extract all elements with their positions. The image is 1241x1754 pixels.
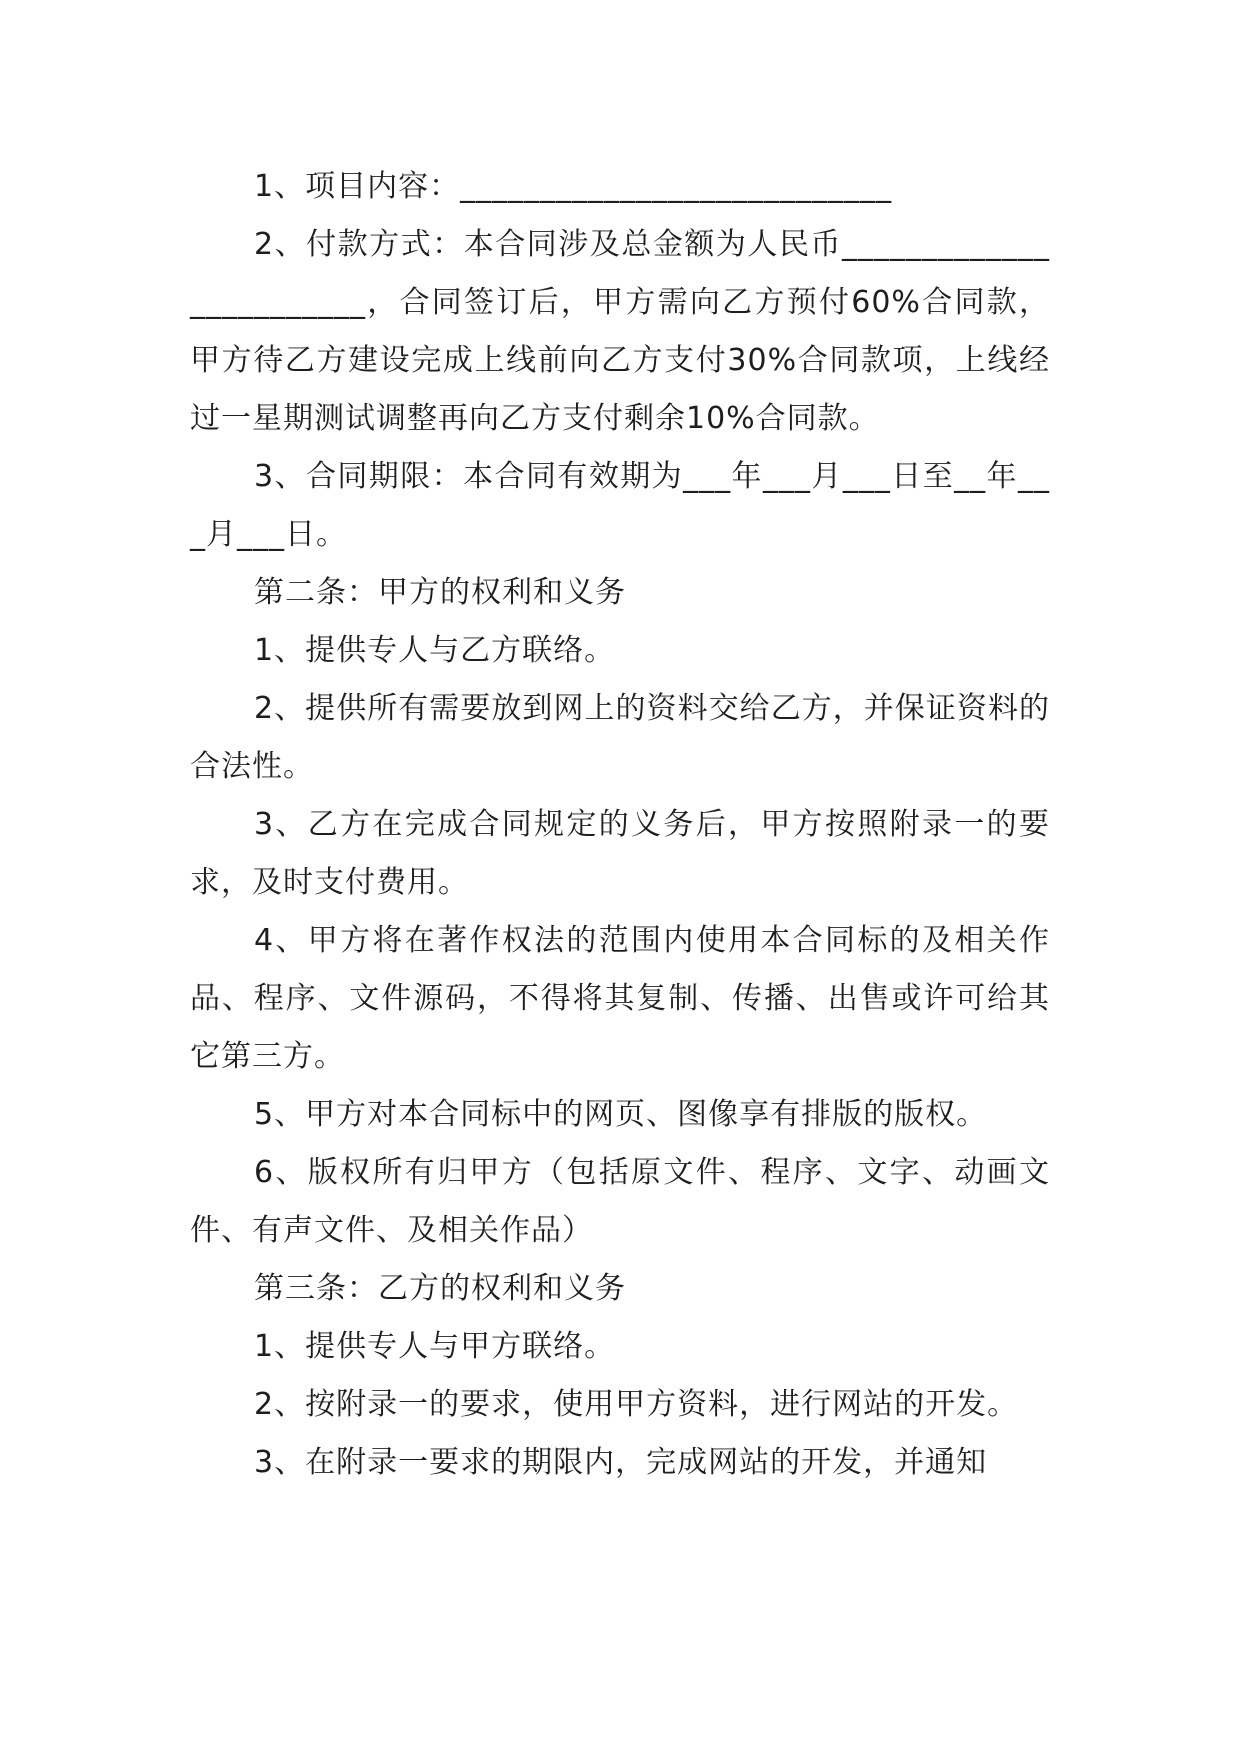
party-b-item-3: 3、在附录一要求的期限内，完成网站的开发，并通知	[254, 1445, 988, 1480]
party-a-item-4: 4、甲方将在著作权法的范围内使用本合同标的及相关作品、程序、文件源码，不得将其复制、传播、出售或许可给其它第三方。	[190, 923, 1050, 1074]
clause-contract-term: 3、合同期限：本合同有效期为___年___月___日至__年___月___日。	[190, 459, 1050, 552]
section-heading-party-b: 第三条：乙方的权利和义务	[254, 1271, 626, 1306]
party-a-item-3: 3、乙方在完成合同规定的义务后，甲方按照附录一的要求，及时支付费用。	[190, 807, 1050, 900]
party-b-item-1: 1、提供专人与甲方联络。	[254, 1329, 616, 1364]
party-b-item-2: 2、按附录一的要求，使用甲方资料，进行网站的开发。	[254, 1387, 1019, 1422]
clause-project-content: 1、项目内容：___________________________	[254, 169, 893, 204]
document-body	[190, 158, 1050, 1492]
party-a-item-6: 6、版权所有归甲方（包括原文件、程序、文字、动画文件、有声文件、及相关作品）	[190, 1155, 1050, 1248]
party-a-item-1: 1、提供专人与乙方联络。	[254, 633, 616, 668]
section-heading-party-a: 第二条：甲方的权利和义务	[254, 575, 626, 610]
party-a-item-2: 2、提供所有需要放到网上的资料交给乙方，并保证资料的合法性。	[190, 691, 1050, 784]
party-a-item-5: 5、甲方对本合同标中的网页、图像享有排版的版权。	[254, 1097, 988, 1132]
clause-payment-method: 2、付款方式：本合同涉及总金额为人民币________________________，合同签订后，甲方需向乙方预付60%合同款，甲方待乙方建设完成上线前向乙方支付30%合同款项，上线经过一星期测试调整再向乙方支付剩余10%合同款。	[190, 227, 1050, 436]
